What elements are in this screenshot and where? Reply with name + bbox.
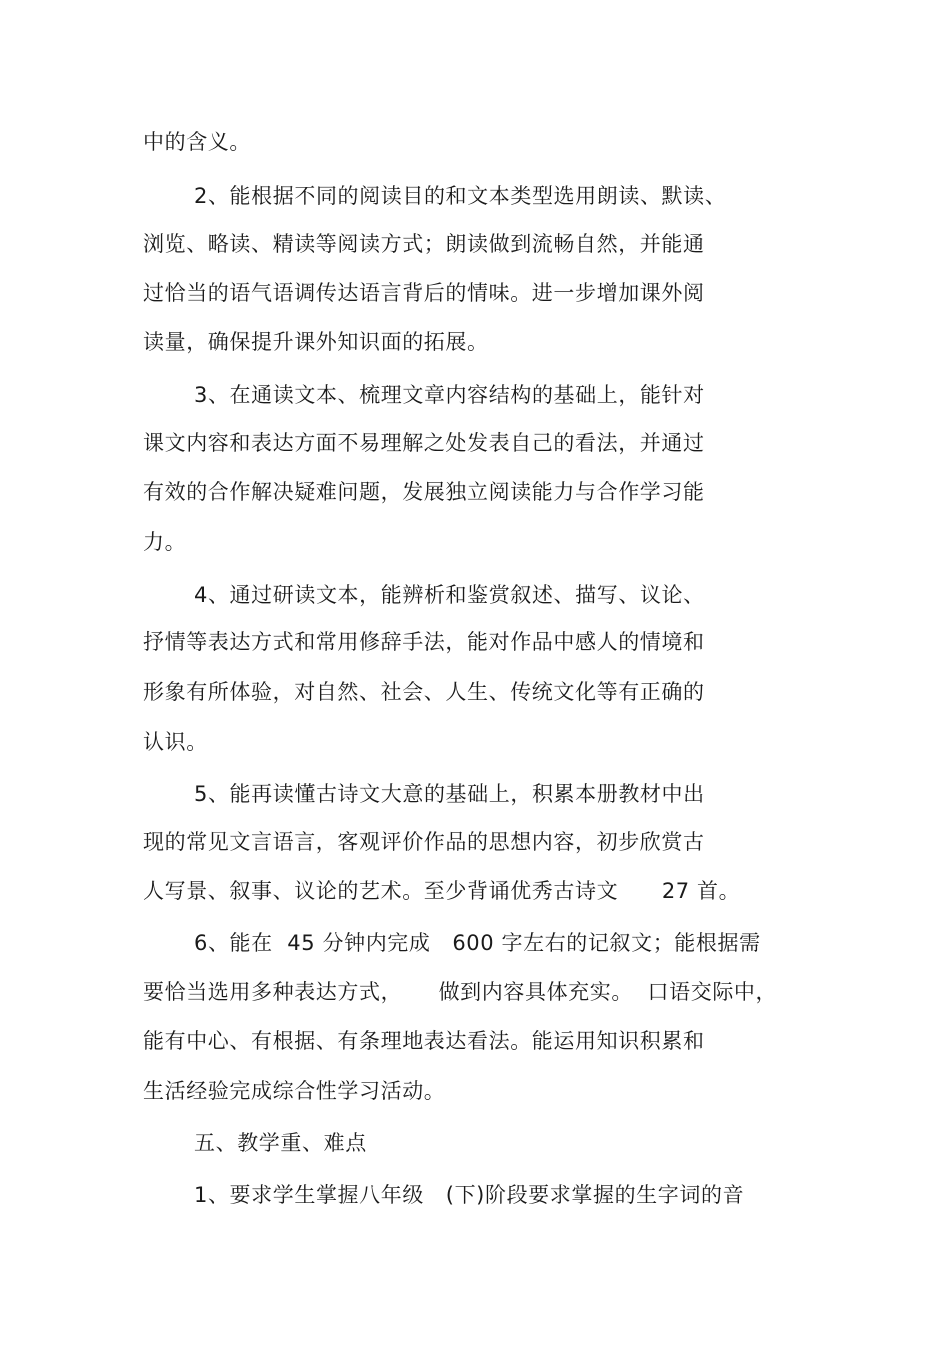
text-line: 课文内容和表达方面不易理解之处发表自己的看法，并通过 <box>143 431 705 455</box>
section-heading: 五、教学重、难点 <box>194 1131 367 1155</box>
text-line: 有效的合作解决疑难问题，发展独立阅读能力与合作学习能 <box>143 480 705 504</box>
text-line: 4、通过研读文本，能辨析和鉴赏叙述、描写、议论、 <box>194 583 705 607</box>
text-line: 2、能根据不同的阅读目的和文本类型选用朗读、默读、 <box>194 184 727 208</box>
text-line: 3、在通读文本、梳理文章内容结构的基础上，能针对 <box>194 383 705 407</box>
text-line: 读量，确保提升课外知识面的拓展。 <box>143 330 489 354</box>
text-line: 要恰当选用多种表达方式， 做到内容具体充实。 口语交际中， <box>143 980 778 1004</box>
text-line: 形象有所体验，对自然、社会、人生、传统文化等有正确的 <box>143 680 705 704</box>
text-line: 生活经验完成综合性学习活动。 <box>143 1079 446 1103</box>
text-line: 认识。 <box>143 730 208 754</box>
text-line: 过恰当的语气语调传达语言背后的情味。进一步增加课外阅 <box>143 281 705 305</box>
text-line: 人写景、叙事、议论的艺术。至少背诵优秀古诗文 27 首。 <box>143 879 741 903</box>
text-line: 中的含义。 <box>143 130 251 154</box>
text-line: 能有中心、有根据、有条理地表达看法。能运用知识积累和 <box>143 1029 705 1053</box>
text-line: 6、能在 45 分钟内完成 600 字左右的记叙文；能根据需 <box>194 931 761 955</box>
text-line: 5、能再读懂古诗文大意的基础上，积累本册教材中出 <box>194 782 705 806</box>
text-line: 抒情等表达方式和常用修辞手法，能对作品中感人的情境和 <box>143 630 705 654</box>
text-line: 现的常见文言语言，客观评价作品的思想内容，初步欣赏古 <box>143 830 705 854</box>
text-line: 浏览、略读、精读等阅读方式；朗读做到流畅自然，并能通 <box>143 232 705 256</box>
text-line: 1、要求学生掌握八年级 (下)阶段要求掌握的生字词的音 <box>194 1183 745 1207</box>
text-line: 力。 <box>143 530 187 554</box>
